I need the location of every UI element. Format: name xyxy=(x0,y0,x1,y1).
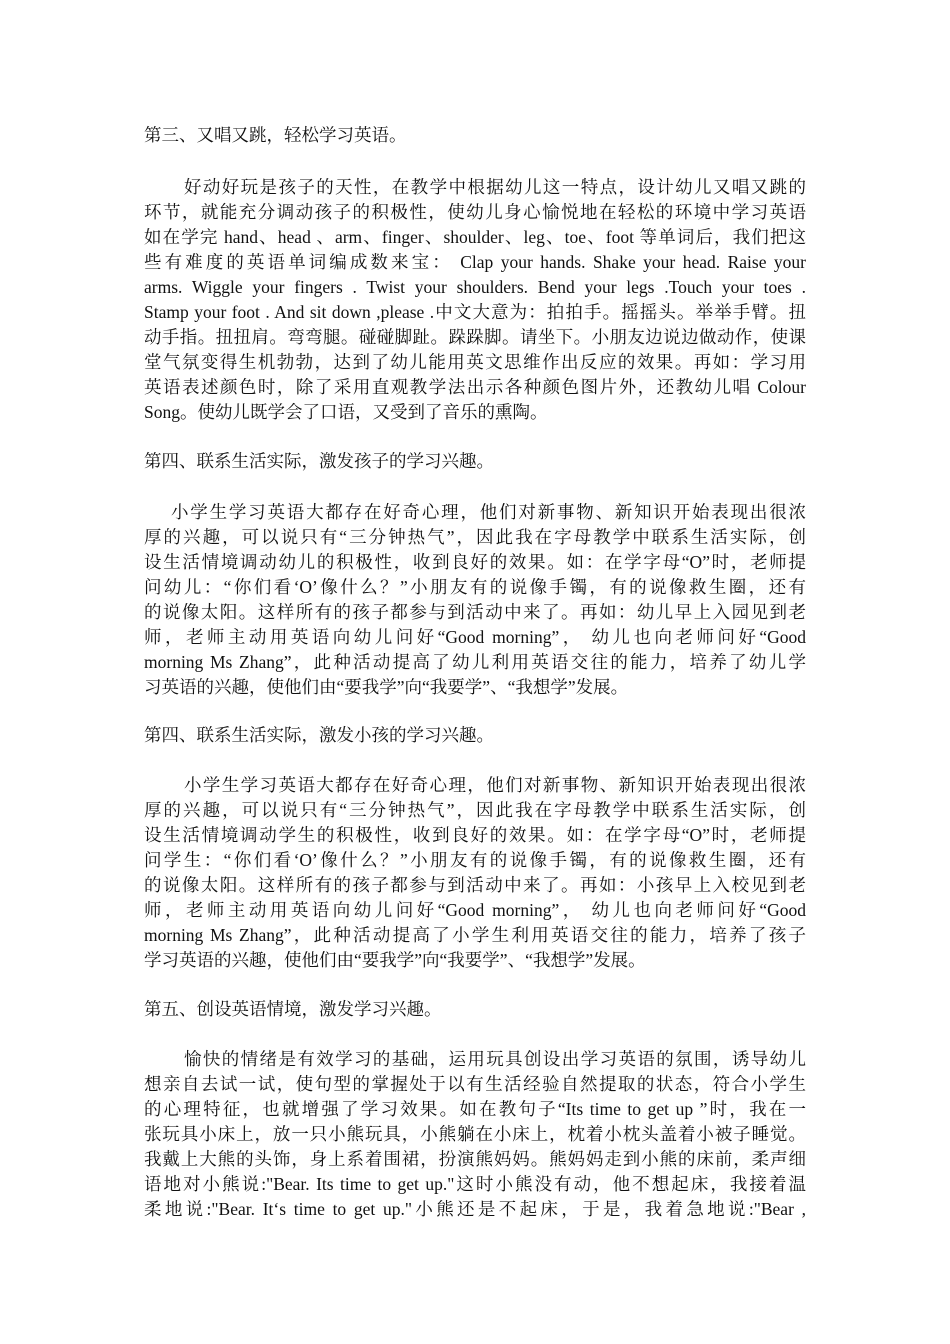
paragraph-line: morning Ms Zhang”，此种活动提高了小学生利用英语交往的能力，培养了孩子 xyxy=(144,925,806,945)
paragraph-line: morning Ms Zhang”，此种活动提高了幼儿利用英语交往的能力，培养了幼儿学 xyxy=(144,652,806,672)
paragraph-line: 的说像太阳。这样所有的孩子都参与到活动中来了。再如：小孩早上入校见到老 xyxy=(144,875,806,895)
paragraph-line: Song。使幼儿既学会了口语，又受到了音乐的熏陶。 xyxy=(144,402,548,422)
paragraph-line: 环节，就能充分调动孩子的积极性，使幼儿身心愉悦地在轻松的环境中学习英语 xyxy=(144,202,806,222)
paragraph-line: 问学生：“你们看‘O’像什么？”小朋友有的说像手镯，有的说像救生圈，还有 xyxy=(144,850,806,870)
paragraph-line: 学习英语的兴趣，使他们由“要我学”向“我要学”、“我想学”发展。 xyxy=(144,950,646,970)
paragraph-line: 的心理特征，也就增强了学习效果。如在教句子“Its time to get up ”时，我在一 xyxy=(144,1099,806,1119)
paragraph-line: 厚的兴趣，可以说只有“三分钟热气”，因此我在字母教学中联系生活实际，创 xyxy=(144,800,806,820)
paragraph-line: 堂气氛变得生机勃勃，达到了幼儿能用英文思维作出反应的效果。再如：学习用 xyxy=(144,352,806,372)
section-heading: 第五、创设英语情境，激发学习兴趣。 xyxy=(144,999,442,1019)
paragraph-line: 想亲自去试一试，使句型的掌握处于以有生活经验自然提取的状态，符合小学生 xyxy=(144,1074,806,1094)
paragraph-line: 问幼儿：“你们看‘O’像什么？”小朋友有的说像手镯，有的说像救生圈，还有 xyxy=(144,577,806,597)
paragraph-line: 些有难度的英语单词编成数来宝： Clap your hands. Shake your head. Raise your xyxy=(144,252,806,272)
paragraph-line: 的说像太阳。这样所有的孩子都参与到活动中来了。再如：幼儿早上入园见到老 xyxy=(144,602,806,622)
paragraph-line: 小学生学习英语大都存在好奇心理，他们对新事物、新知识开始表现出很浓 xyxy=(171,502,806,522)
paragraph-line: arms. Wiggle your fingers . Twist your shoulders. Bend your legs .Touch your toes . xyxy=(144,277,806,297)
paragraph-line: 柔地说:"Bear. It‘s time to get up."小熊还是不起床，于是，我着急地说:"Bear , xyxy=(144,1199,806,1219)
paragraph-line: 习英语的兴趣，使他们由“要我学”向“我要学”、“我想学”发展。 xyxy=(144,677,629,697)
paragraph-line: 语地对小熊说:"Bear. Its time to get up."这时小熊没有动，他不想起床，我接着温 xyxy=(144,1174,806,1194)
paragraph-line: 小学生学习英语大都存在好奇心理，他们对新事物、新知识开始表现出很浓 xyxy=(184,775,806,795)
paragraph-line: 设生活情境调动幼儿的积极性，收到良好的效果。如：在学字母“O”时，老师提 xyxy=(144,552,806,572)
paragraph-line: 师，老师主动用英语向幼儿问好“Good morning”， 幼儿也向老师问好“Good xyxy=(144,900,806,920)
paragraph-line: 张玩具小床上，放一只小熊玩具，小熊躺在小床上，枕着小枕头盖着小被子睡觉。 xyxy=(144,1124,806,1144)
paragraph-line: 厚的兴趣，可以说只有“三分钟热气”，因此我在字母教学中联系生活实际，创 xyxy=(144,527,806,547)
paragraph-line: 我戴上大熊的头饰，身上系着围裙，扮演熊妈妈。熊妈妈走到小熊的床前，柔声细 xyxy=(144,1149,806,1169)
section-heading: 第四、联系生活实际，激发孩子的学习兴趣。 xyxy=(144,451,494,471)
paragraph-line: 设生活情境调动学生的积极性，收到良好的效果。如：在学字母“O”时，老师提 xyxy=(144,825,806,845)
paragraph-line: 动手指。扭扭肩。弯弯腿。碰碰脚趾。跺跺脚。请坐下。小朋友边说边做动作，使课 xyxy=(144,327,806,347)
paragraph-line: 师，老师主动用英语向幼儿问好“Good morning”， 幼儿也向老师问好“Good xyxy=(144,627,806,647)
section-heading: 第三、又唱又跳，轻松学习英语。 xyxy=(144,125,407,145)
section-heading: 第四、联系生活实际，激发小孩的学习兴趣。 xyxy=(144,725,494,745)
paragraph-line: 好动好玩是孩子的天性，在教学中根据幼儿这一特点，设计幼儿又唱又跳的 xyxy=(184,177,806,197)
paragraph-line: 如在学完 hand、head 、arm、finger、shoulder、leg、toe、foot 等单词后，我们把这 xyxy=(144,227,806,247)
paragraph-line: 愉快的情绪是有效学习的基础，运用玩具创设出学习英语的氛围，诱导幼儿 xyxy=(184,1049,806,1069)
paragraph-line: 英语表述颜色时，除了采用直观教学法出示各种颜色图片外，还教幼儿唱 Colour xyxy=(144,377,806,397)
paragraph-line: Stamp your foot . And sit down ,please .中文大意为：拍拍手。摇摇头。举举手臂。扭 xyxy=(144,302,806,322)
